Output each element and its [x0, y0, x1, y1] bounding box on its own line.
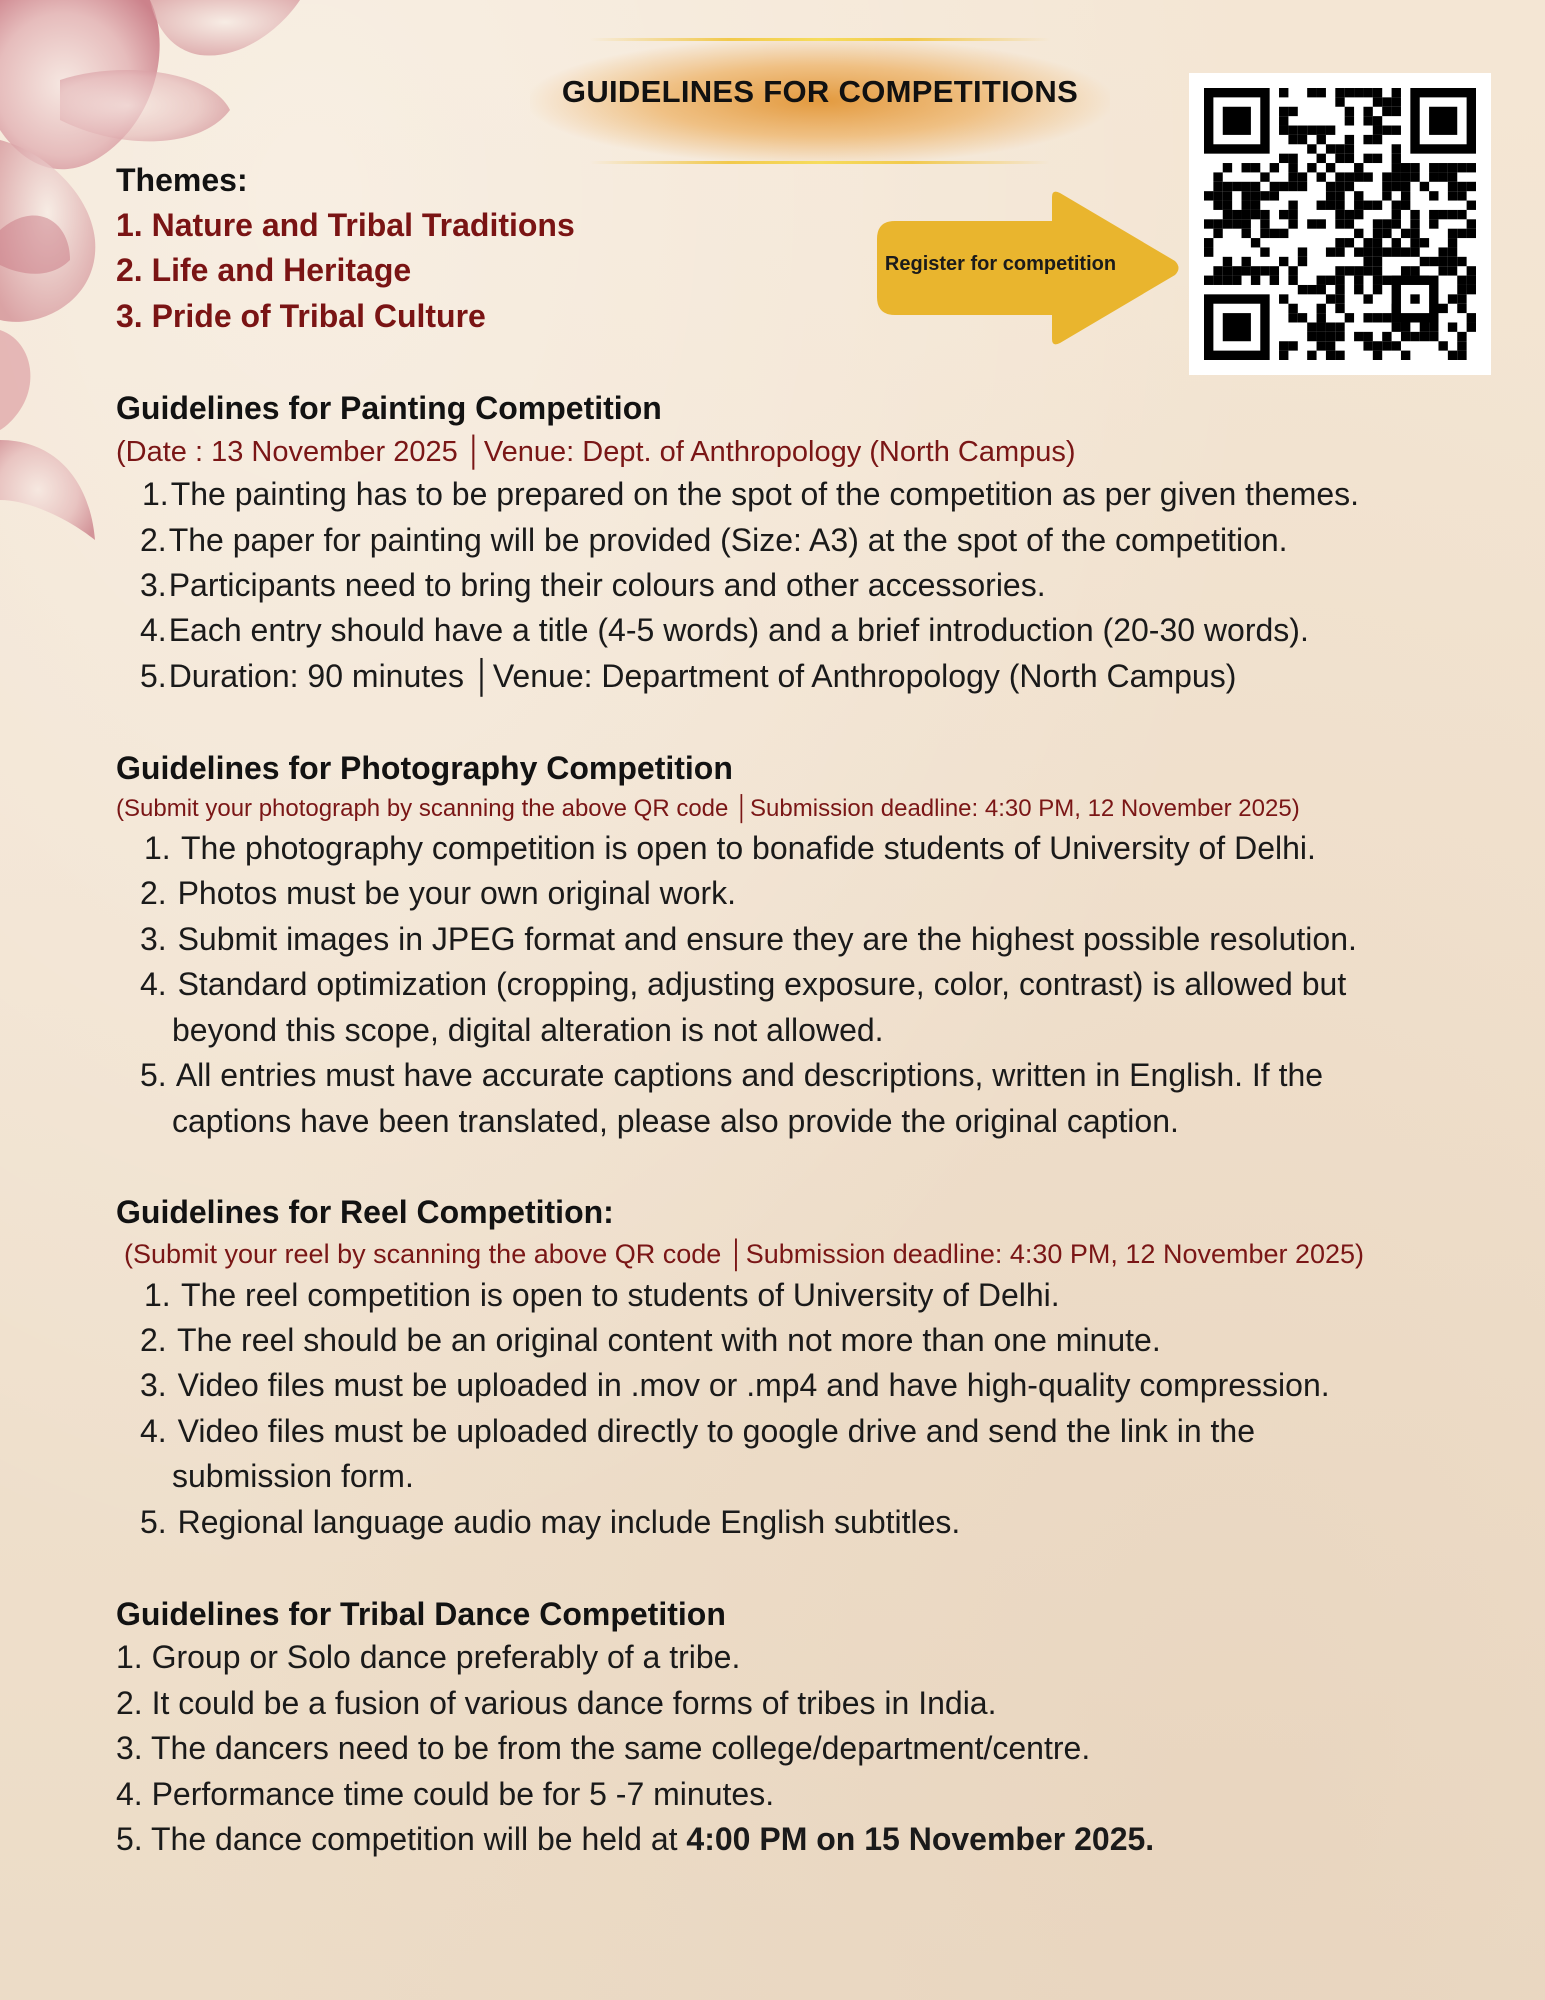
dance-item: 5. The dance competition will be held at 4:00 PM on 15 November 2025.: [116, 1821, 1155, 1857]
photography-item: 5. All entries must have accurate captions and descriptions, written in English. If the: [140, 1057, 1324, 1093]
photography-item: 1. The photography competition is open to bonafide students of University of Delhi.: [144, 830, 1316, 866]
painting-item: 5.Duration: 90 minutes │Venue: Department of Anthropology (North Campus): [140, 658, 1237, 694]
theme-item: 1. Nature and Tribal Traditions: [116, 207, 575, 243]
dance-item: 2. It could be a fusion of various dance forms of tribes in India.: [116, 1685, 997, 1721]
registration-qr-code[interactable]: [1189, 73, 1491, 375]
themes-heading: Themes:: [116, 162, 248, 198]
register-for-competition-label[interactable]: Register for competition: [884, 253, 1117, 275]
reel-item: 4. Video files must be uploaded directly to google drive and send the link in the: [140, 1413, 1256, 1449]
photography-item: 4. Standard optimization (cropping, adjusting exposure, color, contrast) is allowed but: [140, 966, 1347, 1002]
page-title: GUIDELINES FOR COMPETITIONS: [561, 74, 1079, 109]
photography-heading: Guidelines for Photography Competition: [116, 750, 733, 786]
dance-heading: Guidelines for Tribal Dance Competition: [116, 1596, 726, 1632]
reel-subtitle: (Submit your reel by scanning the above QR code │Submission deadline: 4:30 PM, 12 November 2025): [124, 1239, 1365, 1269]
photography-item-continuation: captions have been translated, please also provide the original caption.: [172, 1103, 1179, 1139]
title-banner: [530, 38, 1110, 164]
photography-item: 3. Submit images in JPEG format and ensure they are the highest possible resolution.: [140, 921, 1357, 957]
painting-item: 3.Participants need to bring their colours and other accessories.: [140, 567, 1046, 603]
banner-bottom-line: [590, 161, 1050, 164]
photography-item-continuation: beyond this scope, digital alteration is not allowed.: [172, 1012, 884, 1048]
theme-item: 3. Pride of Tribal Culture: [116, 298, 486, 334]
reel-item: 5. Regional language audio may include English subtitles.: [140, 1504, 961, 1540]
banner-top-line: [590, 38, 1050, 41]
dance-date-time: 4:00 PM on 15 November 2025.: [686, 1821, 1155, 1857]
dance-item: 4. Performance time could be for 5 -7 minutes.: [116, 1776, 775, 1812]
reel-item: 1. The reel competition is open to students of University of Delhi.: [144, 1277, 1060, 1313]
painting-subtitle: (Date : 13 November 2025 │Venue: Dept. of Anthropology (North Campus): [116, 436, 1076, 468]
reel-item: 3. Video files must be uploaded in .mov or .mp4 and have high-quality compression.: [140, 1367, 1330, 1403]
dance-item: 1. Group or Solo dance preferably of a tribe.: [116, 1639, 741, 1675]
painting-item: 2.The paper for painting will be provided (Size: A3) at the spot of the competition.: [140, 522, 1288, 558]
photography-subtitle: (Submit your photograph by scanning the above QR code │Submission deadline: 4:30 PM, 12 November 2025): [116, 795, 1300, 822]
photography-item: 2. Photos must be your own original work.: [140, 875, 737, 911]
reel-item-continuation: submission form.: [172, 1458, 414, 1494]
painting-item: 1.The painting has to be prepared on the spot of the competition as per given themes.: [142, 476, 1359, 512]
dance-item: 3. The dancers need to be from the same college/department/centre.: [116, 1730, 1091, 1766]
reel-item: 2. The reel should be an original content with not more than one minute.: [140, 1322, 1161, 1358]
reel-heading: Guidelines for Reel Competition:: [116, 1194, 614, 1230]
qr-code-icon: [1204, 88, 1476, 360]
painting-heading: Guidelines for Painting Competition: [116, 390, 662, 426]
painting-item: 4.Each entry should have a title (4-5 words) and a brief introduction (20-30 words).: [140, 612, 1309, 648]
theme-item: 2. Life and Heritage: [116, 252, 412, 288]
